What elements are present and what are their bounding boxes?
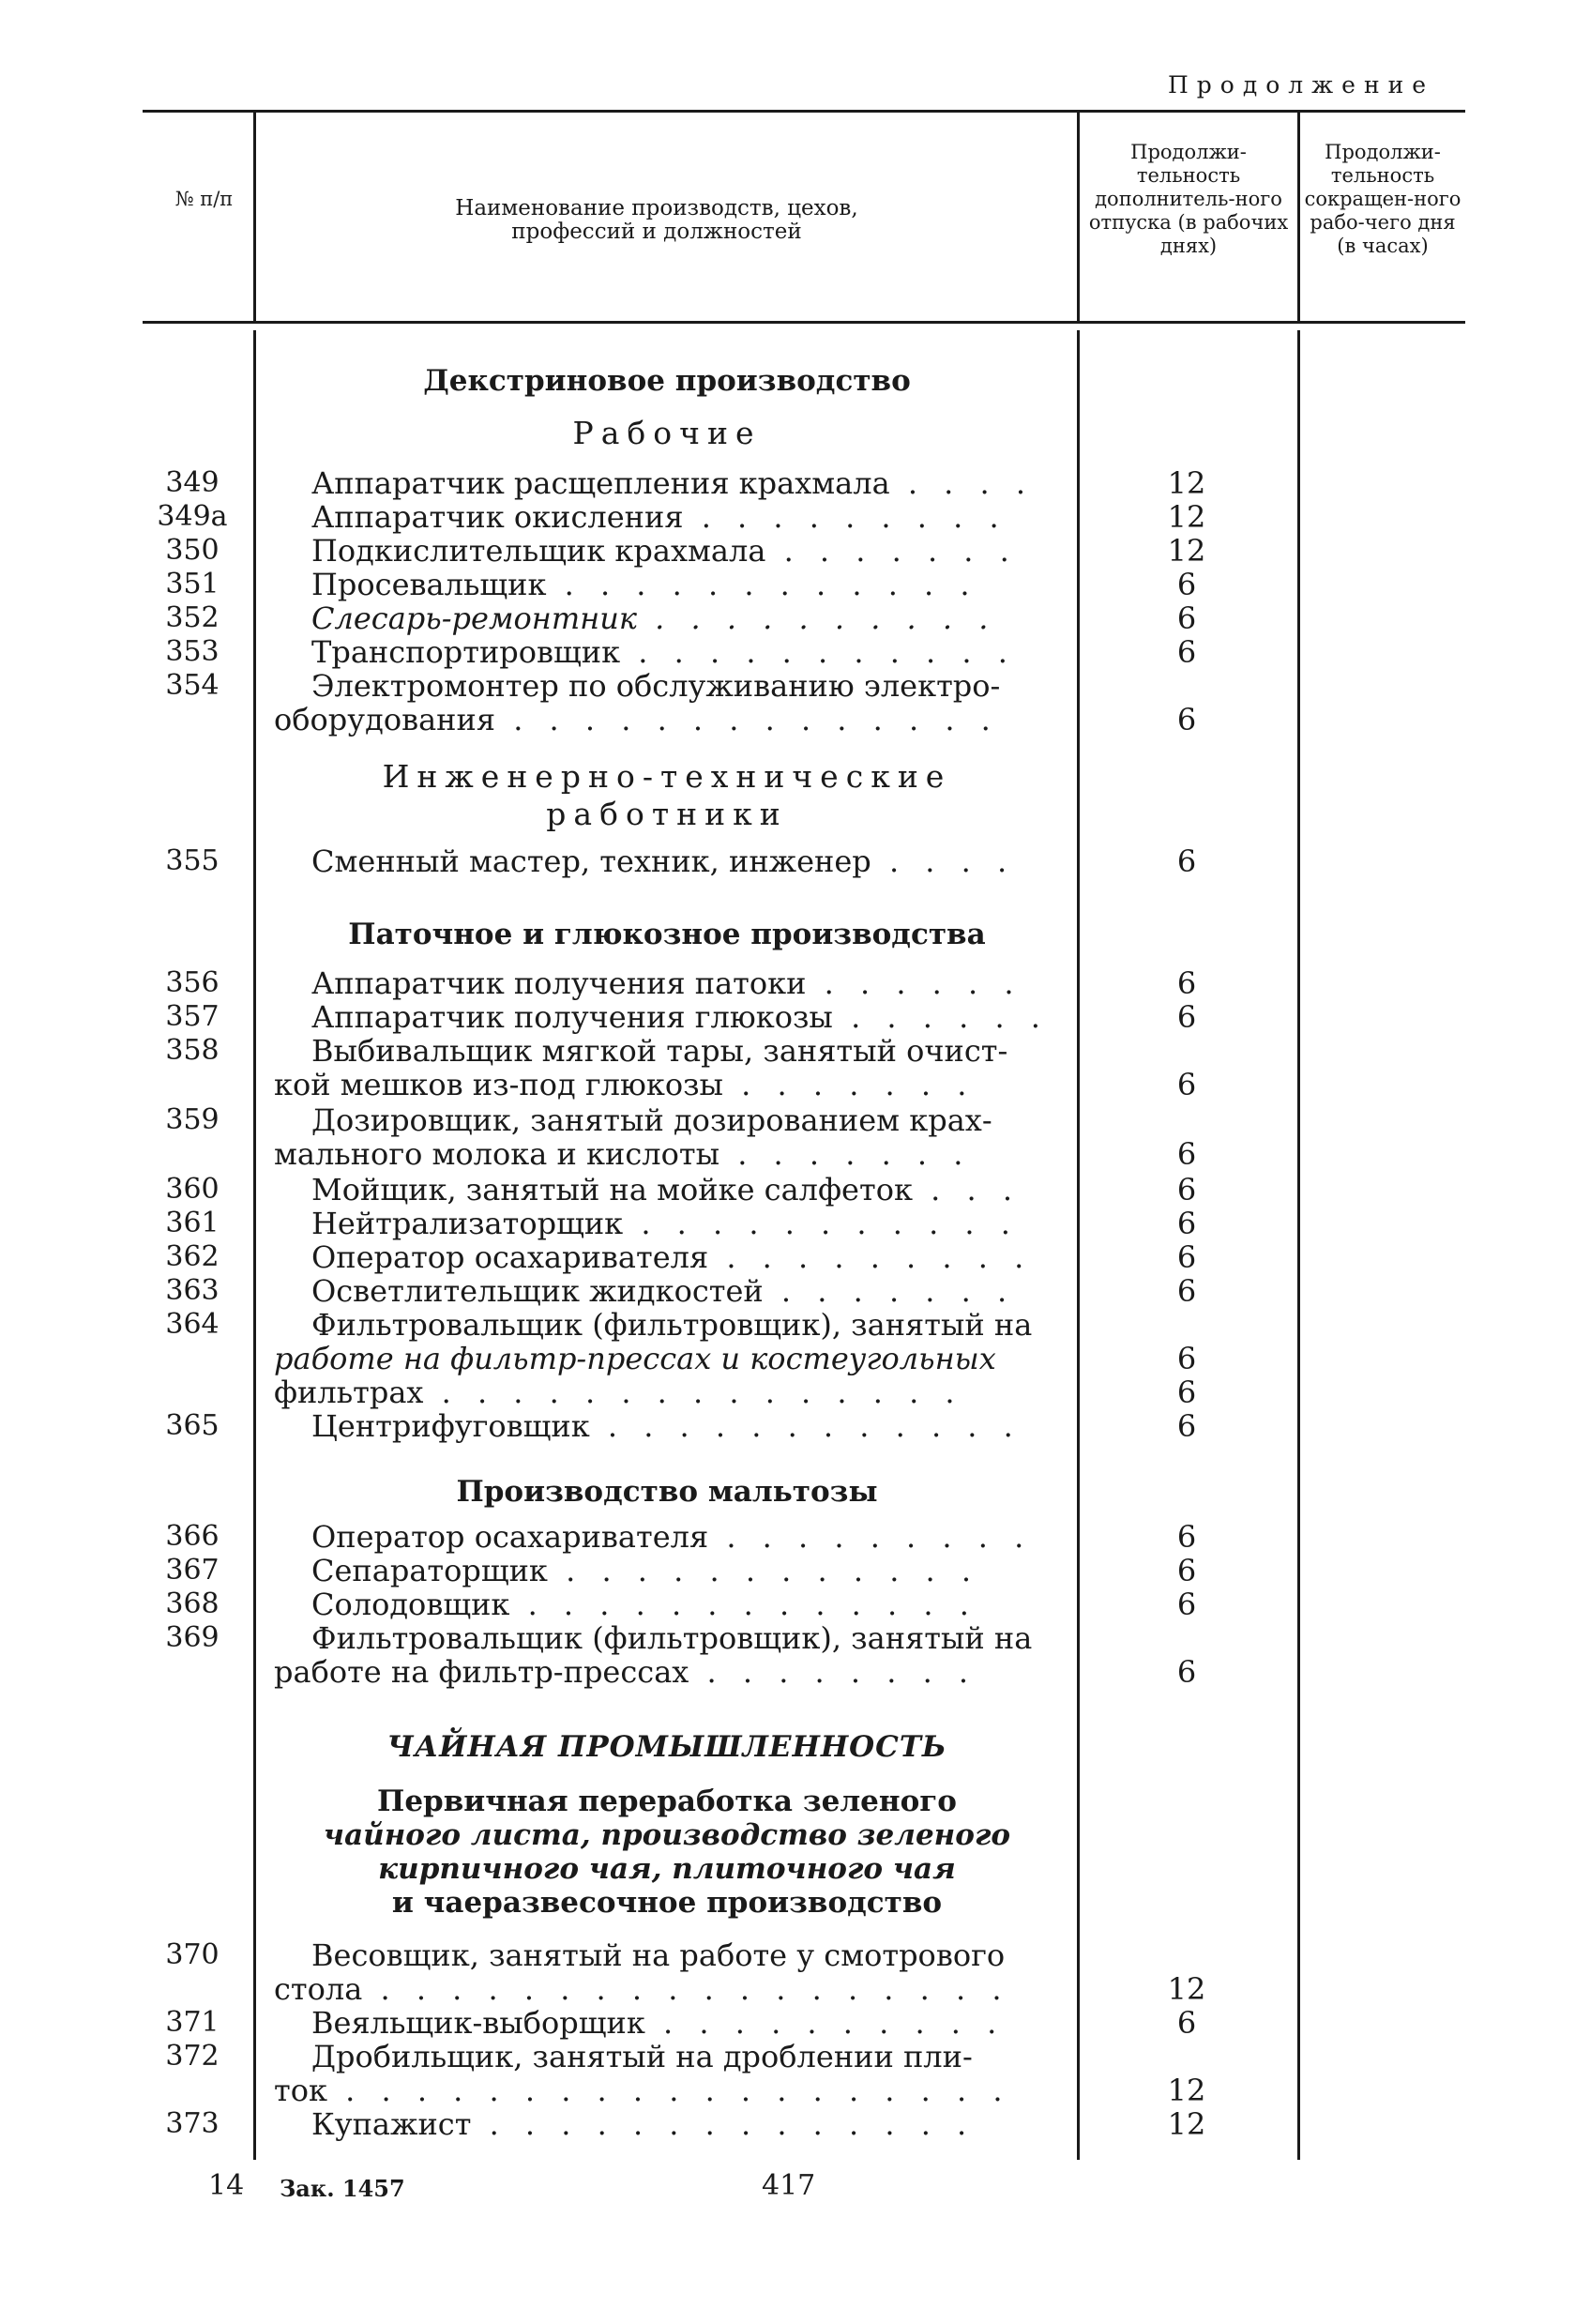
section-engineers-line2: работники [546, 796, 788, 832]
row-number: 369 [165, 1621, 220, 1654]
continuation-label: Продолжение [1168, 71, 1435, 99]
row-number: 372 [165, 2040, 220, 2073]
row-name: Центрифуговщик . . . . . . . . . . . . [311, 1408, 1022, 1444]
row-number: 351 [165, 568, 220, 600]
row-number: 362 [165, 1240, 220, 1273]
row-leave-days: 6 [1176, 702, 1197, 737]
row-name: Нейтрализаторщик . . . . . . . . . . . [311, 1206, 1019, 1241]
row-name: Подкислительщик крахмала . . . . . . . [311, 533, 1018, 569]
body-divider-3 [1297, 330, 1300, 2160]
row-leave-days: 6 [1176, 1375, 1197, 1410]
row-number: 370 [165, 1938, 220, 1971]
row-leave-days: 6 [1176, 2005, 1197, 2041]
row-leave-days: 6 [1176, 1239, 1197, 1275]
row-name: Дозировщик, занятый дозированием крах- мального молока и кислоты . . . . . . . [274, 1102, 992, 1172]
section-workers: Рабочие [572, 415, 762, 451]
section-tea-sub-4: и чаеразвесочное производство [391, 1886, 943, 1920]
section-molasses: Паточное и глюкозное производства [348, 918, 986, 951]
row-number: 361 [165, 1207, 220, 1239]
row-leave-days: 6 [1176, 634, 1197, 670]
row-leave-days: 6 [1176, 1587, 1197, 1622]
footer-page-number: 417 [762, 2169, 816, 2202]
row-leave-days: 6 [1176, 1408, 1197, 1444]
body-divider-1 [253, 330, 256, 2160]
row-number: 365 [165, 1409, 220, 1442]
row-number: 367 [165, 1554, 220, 1587]
row-name: Мойщик, занятый на мойке салфеток . . . [311, 1172, 1021, 1208]
footer-order: Зак. 1457 [280, 2175, 405, 2202]
row-leave-days: 6 [1176, 1206, 1197, 1241]
row-name: Просевальщик . . . . . . . . . . . . [311, 567, 978, 602]
row-name: Выбивальщик мягкой тары, занятый очист- кой мешков из-под глюкозы . . . . . . . [274, 1033, 1008, 1102]
row-number: 353 [165, 635, 220, 668]
row-number: 349 [165, 466, 220, 499]
row-number: 368 [165, 1587, 220, 1620]
row-leave-days: 6 [1176, 1273, 1197, 1309]
row-number: 363 [165, 1274, 220, 1307]
row-leave-days: 6 [1176, 567, 1197, 602]
row-name: Аппаратчик получения патоки . . . . . . [311, 965, 1022, 1001]
row-number: 359 [165, 1103, 220, 1136]
row-leave-days: 12 [1167, 533, 1206, 569]
row-leave-days: 6 [1176, 999, 1197, 1035]
header-number: № п/п [174, 188, 234, 210]
row-name: Электромонтер по обслуживанию электро- оборудования . . . . . . . . . . . . . . [274, 668, 1001, 737]
row-leave-days: 6 [1176, 843, 1197, 879]
row-name: Сменный мастер, техник, инженер . . . . [311, 843, 1016, 879]
row-leave-days: 6 [1176, 1341, 1197, 1376]
row-number: 350 [165, 534, 220, 567]
section-engineers-line1: Инженерно-технические [382, 758, 952, 795]
row-leave-days: 6 [1176, 1172, 1197, 1208]
row-number: 360 [165, 1173, 220, 1206]
section-tea-sub-1: Первичная переработка зеленого [377, 1785, 957, 1818]
header-bottom-rule [143, 321, 1465, 324]
row-name-continuation: фильтрах . . . . . . . . . . . . . . . [274, 1375, 963, 1410]
row-name: Аппаратчик окисления . . . . . . . . . [311, 499, 1007, 535]
header-leave: Продолжи-тельность дополнитель-ного отпуска (в рабочих днях) [1088, 141, 1289, 257]
footer-sheet-number: 14 [208, 2169, 245, 2202]
row-name: Оператор осахаривателя . . . . . . . . . [311, 1519, 1033, 1555]
row-leave-days: 12 [1167, 499, 1206, 535]
row-name: Оператор осахаривателя . . . . . . . . . [311, 1239, 1033, 1275]
section-tea-industry: ЧАЙНАЯ ПРОМЫШЛЕННОСТЬ [386, 1730, 947, 1764]
section-dextrin: Декстриновое производство [423, 364, 911, 398]
row-name: Аппаратчик получения глюкозы . . . . . . [311, 999, 1049, 1035]
row-leave-days: 6 [1176, 1136, 1197, 1172]
row-leave-days: 6 [1176, 1654, 1197, 1690]
row-leave-days: 6 [1176, 600, 1197, 636]
row-leave-days: 6 [1176, 1553, 1197, 1588]
header-divider-1 [253, 113, 256, 321]
row-number: 373 [165, 2107, 220, 2140]
row-name: Веяльщик-выборщик . . . . . . . . . . [311, 2005, 1006, 2041]
section-maltose: Производство мальтозы [456, 1475, 878, 1509]
row-name: Транспортировщик . . . . . . . . . . . [311, 634, 1016, 670]
row-leave-days: 6 [1176, 1067, 1197, 1102]
row-leave-days: 12 [1167, 1971, 1206, 2007]
row-name: Купажист . . . . . . . . . . . . . . [311, 2106, 976, 2142]
row-leave-days: 12 [1167, 2073, 1206, 2108]
section-tea-sub-3: кирпичного чая, плиточного чая [378, 1852, 956, 1886]
row-number: 358 [165, 1034, 220, 1067]
header-divider-3 [1297, 113, 1300, 321]
row-number: 354 [165, 669, 220, 702]
table-top-rule [143, 110, 1465, 113]
header-name: Наименование производств, цехов, профессий и должностей [455, 196, 858, 244]
body-divider-2 [1077, 330, 1080, 2160]
row-name: Фильтровальщик (фильтровщик), занятый на работе на фильтр-прессах и костеугольных [274, 1307, 1033, 1376]
row-number: 349а [157, 500, 228, 533]
row-number: 371 [165, 2006, 220, 2039]
row-leave-days: 12 [1167, 465, 1206, 501]
row-number: 352 [165, 601, 220, 634]
row-number: 356 [165, 966, 220, 999]
row-leave-days: 12 [1167, 2106, 1206, 2142]
row-number: 364 [165, 1308, 220, 1341]
header-workday: Продолжи-тельность сокращен-ного рабо-чего дня (в часах) [1304, 141, 1461, 257]
row-number: 366 [165, 1520, 220, 1553]
row-name: Осветлительщик жидкостей . . . . . . . [311, 1273, 1016, 1309]
row-name: Слесарь-ремонтник . . . . . . . . . . [311, 600, 997, 636]
row-name: Сепараторщик . . . . . . . . . . . . [311, 1553, 980, 1588]
row-leave-days: 6 [1176, 965, 1197, 1001]
row-number: 357 [165, 1000, 220, 1033]
row-name: Дробильщик, занятый на дроблении пли- ток . . . . . . . . . . . . . . . . . . . [274, 2039, 1011, 2108]
row-name: Весовщик, занятый на работе у смотрового стола . . . . . . . . . . . . . . . . . . [274, 1937, 1010, 2007]
row-number: 355 [165, 844, 220, 877]
row-leave-days: 6 [1176, 1519, 1197, 1555]
header-divider-2 [1077, 113, 1080, 321]
row-name: Фильтровальщик (фильтровщик), занятый на работе на фильтр-прессах . . . . . . . . [274, 1620, 1033, 1690]
row-name: Солодовщик . . . . . . . . . . . . . [311, 1587, 977, 1622]
section-tea-sub-2: чайного листа, производство зеленого [323, 1818, 1011, 1852]
row-name: Аппаратчик расщепления крахмала . . . . [311, 465, 1035, 501]
